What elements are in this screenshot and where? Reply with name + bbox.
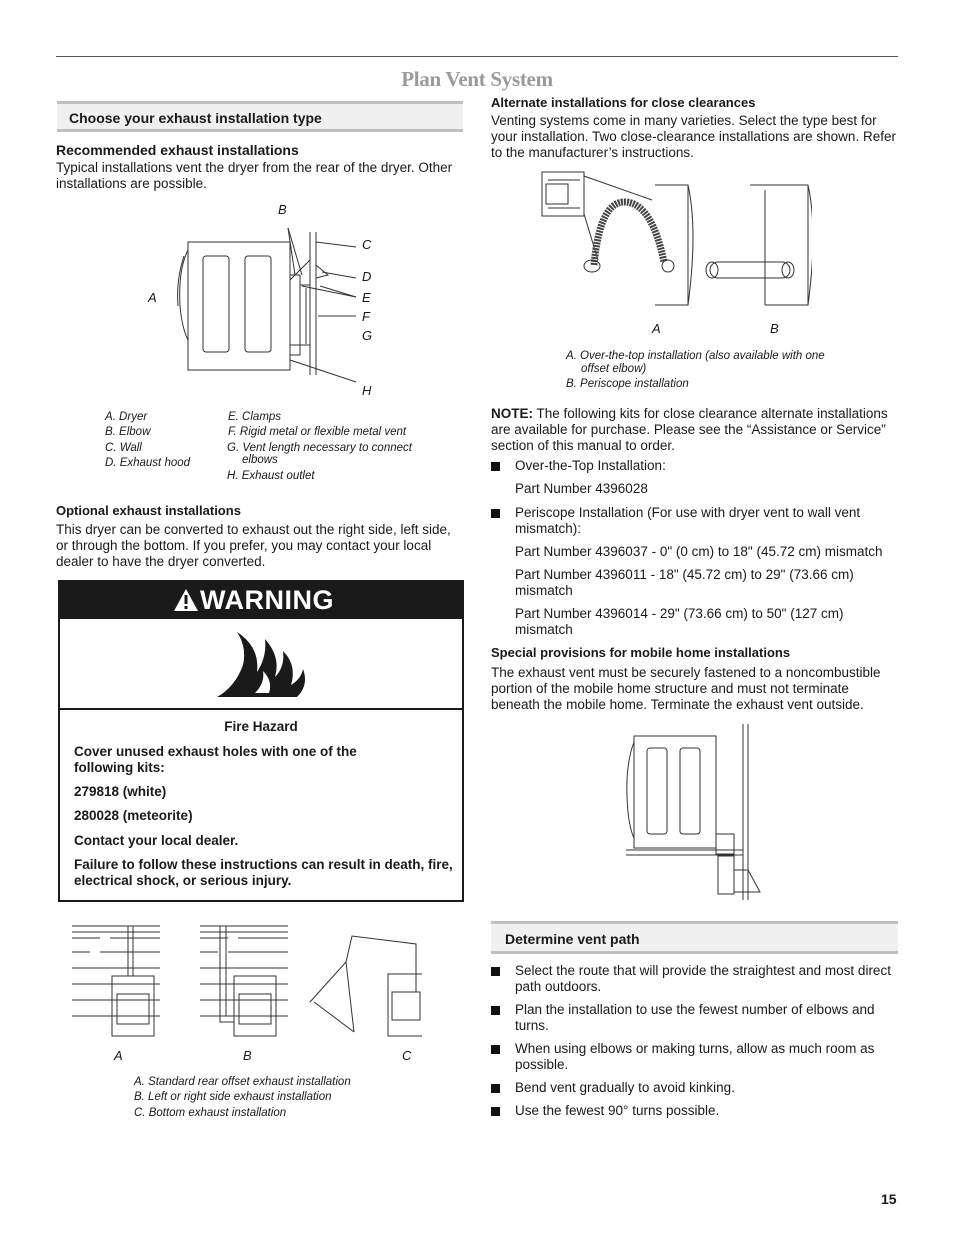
mobile-home-figure — [620, 720, 770, 905]
fig1-caption-f: F. Rigid metal or flexible metal vent — [228, 426, 407, 438]
alternate-text: Venting systems come in many varieties. Select the type best for your installation. Two close-clearance installations are shown. Refer to the manufacturer’s instructions. — [491, 113, 896, 160]
fig1-label-f: F — [362, 309, 370, 324]
recommended-heading: Recommended exhaust installations — [56, 142, 299, 158]
section-header-exhaust-type — [57, 101, 463, 132]
fig1-caption-d: D. Exhaust hood — [105, 457, 191, 469]
fig1-label-g: G — [362, 328, 373, 343]
fig3-caption-a-cont: offset elbow) — [581, 363, 647, 375]
bullet-icon — [491, 967, 500, 976]
bullet-icon — [491, 1084, 500, 1093]
optional-heading: Optional exhaust installations — [56, 503, 241, 518]
fig1-caption-g-cont: elbows — [242, 454, 278, 466]
fig1-label-d: D — [362, 269, 372, 284]
kit-over-the-top-label: Over-the-Top Installation: — [515, 458, 666, 473]
warning-contact: Contact your local dealer. — [74, 833, 239, 848]
fig3-caption-b: B. Periscope installation — [566, 378, 689, 390]
bullet-icon — [491, 1045, 500, 1054]
vent-bullet-text: When using elbows or making turns, allow as much room as possible. — [515, 1041, 875, 1072]
bullet-icon — [491, 1006, 500, 1015]
section-header-vent-path — [491, 921, 898, 954]
fig3-label-a: A — [652, 321, 661, 336]
fig3-caption-a: A. Over-the-top installation (also available with one — [566, 350, 825, 362]
optional-text: This dryer can be converted to exhaust out the right side, left side, or through the bottom. If you prefer, you may contact your local dealer to have the dryer converted. — [56, 522, 451, 569]
vent-bullet-1 — [491, 963, 901, 997]
kit-periscope-part-3: Part Number 4396014 - 29" (73.66 cm) to 50" (127 cm) mismatch — [515, 606, 844, 637]
vent-bullet-text: Select the route that will provide the straightest and most direct path outdoors. — [515, 963, 891, 994]
vent-bullet-text: Plan the installation to use the fewest number of elbows and turns. — [515, 1002, 875, 1033]
kit-periscope-label: Periscope Installation (For use with dryer vent to wall vent mismatch): — [515, 505, 861, 536]
fig1-label-c: C — [362, 237, 372, 252]
optional-installations-figure — [70, 922, 422, 1047]
vent-bullet-text: Bend vent gradually to avoid kinking. — [515, 1080, 735, 1095]
fig1-label-e: E — [362, 290, 371, 305]
warning-kit-meteorite: 280028 (meteorite) — [74, 808, 193, 823]
page-title: Plan Vent System — [401, 67, 553, 91]
fig1-caption-e: E. Clamps — [228, 411, 282, 423]
bullet-icon — [491, 462, 500, 471]
mobile-text: The exhaust vent must be securely fastened to a noncombustible portion of the mobile home structure and must not terminate beneath the mobile home. Terminate the exhaust vent outside. — [491, 665, 881, 712]
bullet-icon — [491, 1107, 500, 1116]
vent-bullet-4 — [491, 1080, 901, 1098]
fig3-label-b: B — [770, 321, 779, 336]
warning-failure: Failure to follow these instructions can result in death, fire, electrical shock, or serious injury. — [74, 857, 453, 888]
warning-kit-white: 279818 (white) — [74, 784, 167, 799]
fig1-caption-a: A. Dryer — [105, 411, 148, 423]
warning-line1: Cover unused exhaust holes with one of the following kits: — [74, 744, 357, 775]
bullet-icon — [491, 509, 500, 518]
fig2-caption-a: A. Standard rear offset exhaust installation — [134, 1076, 351, 1088]
alternate-heading: Alternate installations for close clearances — [491, 95, 756, 110]
note-paragraph — [491, 406, 891, 454]
vent-section-title: Determine vent path — [505, 931, 640, 947]
warning-triangle-icon — [173, 588, 199, 612]
kit-over-the-top-part: Part Number 4396028 — [515, 481, 648, 496]
fig2-caption-c: C. Bottom exhaust installation — [134, 1107, 287, 1119]
fig2-label-c: C — [402, 1048, 412, 1063]
fig1-label-a: A — [148, 290, 157, 305]
top-rule — [56, 56, 898, 57]
close-clearance-figure — [540, 170, 812, 318]
vent-bullet-3 — [491, 1041, 901, 1075]
warning-title: WARNING — [200, 585, 334, 615]
kit-periscope-part-2: Part Number 4396011 - 18" (45.72 cm) to 29" (73.66 cm) mismatch — [515, 567, 854, 598]
fig1-caption-b: B. Elbow — [105, 426, 151, 438]
vent-bullet-text: Use the fewest 90° turns possible. — [515, 1103, 720, 1118]
recommended-installation-figure — [170, 220, 373, 390]
warning-header — [60, 582, 462, 619]
recommended-text: Typical installations vent the dryer from the rear of the dryer. Other installations are possible. — [56, 160, 453, 191]
mobile-heading: Special provisions for mobile home installations — [491, 645, 791, 660]
page-number: 15 — [881, 1191, 897, 1207]
fig1-caption-h: H. Exhaust outlet — [227, 470, 315, 482]
fire-hazard-icon — [215, 627, 310, 699]
fig2-caption-b: B. Left or right side exhaust installation — [134, 1091, 332, 1103]
warning-divider — [60, 708, 462, 710]
kit-item-periscope — [491, 505, 901, 539]
note-text: The following kits for close clearance alternate installations are available for purchase. Please see the “Assistance or Service” section of this manual to order. — [491, 406, 888, 453]
warning-hazard: Fire Hazard — [224, 719, 298, 734]
warning-box — [58, 580, 464, 902]
fig1-caption-g: G. Vent length necessary to connect — [227, 442, 412, 454]
vent-bullet-5 — [491, 1103, 901, 1121]
fig1-label-h: H — [362, 383, 372, 398]
fig2-label-a: A — [114, 1048, 123, 1063]
note-label: NOTE: — [491, 406, 533, 421]
vent-bullet-2 — [491, 1002, 901, 1036]
fig2-label-b: B — [243, 1048, 252, 1063]
fig1-caption-c: C. Wall — [105, 442, 142, 454]
kit-periscope-part-1: Part Number 4396037 - 0" (0 cm) to 18" (45.72 cm) mismatch — [515, 544, 883, 559]
fig1-label-b: B — [278, 202, 287, 217]
section-title: Choose your exhaust installation type — [69, 110, 322, 126]
